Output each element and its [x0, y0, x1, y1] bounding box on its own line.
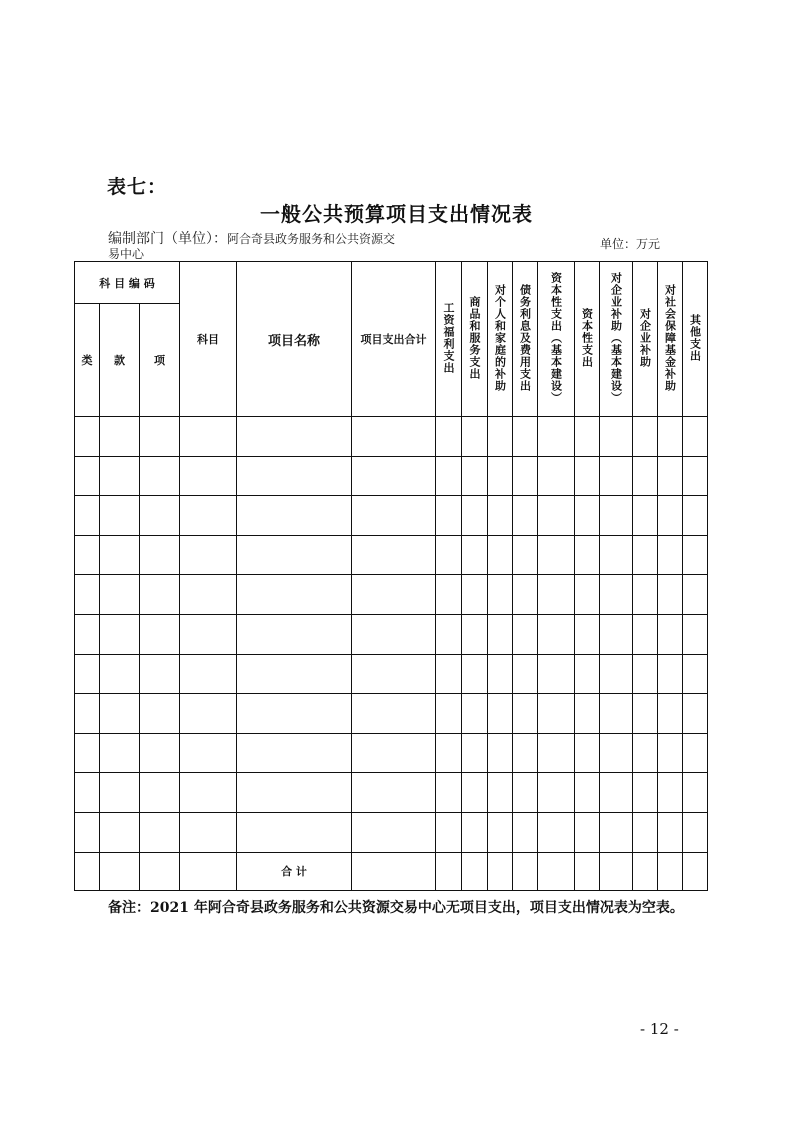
table-cell: [462, 614, 488, 654]
table-cell: [633, 417, 658, 457]
table-cell: [600, 694, 633, 734]
table-cell: [180, 575, 237, 615]
table-cell: [513, 654, 538, 694]
table-cell: [575, 812, 600, 852]
table-cell: [75, 773, 100, 813]
table-cell: [462, 417, 488, 457]
table-cell: [352, 773, 436, 813]
table-cell: [683, 575, 708, 615]
table-cell: [352, 575, 436, 615]
item-header: 项: [140, 304, 180, 417]
table-cell: [352, 535, 436, 575]
table-cell: [75, 694, 100, 734]
table-cell: [100, 575, 140, 615]
table-cell: [575, 575, 600, 615]
table-cell: [683, 733, 708, 773]
table-cell: [140, 417, 180, 457]
table-cell: [658, 614, 683, 654]
table-cell: [237, 773, 352, 813]
table-cell: [436, 417, 462, 457]
table-cell: [658, 535, 683, 575]
table-label: 表七：: [107, 176, 168, 198]
table-cell: [538, 773, 575, 813]
table-cell: [100, 733, 140, 773]
table-cell: [633, 535, 658, 575]
table-cell: [513, 417, 538, 457]
table-cell: [462, 694, 488, 734]
table-cell: [633, 654, 658, 694]
table-cell: [600, 575, 633, 615]
table-cell: [658, 456, 683, 496]
total-label: 合 计: [237, 852, 352, 890]
table-cell: [513, 614, 538, 654]
expense-col-header: 对社会保障基金补助: [663, 283, 677, 392]
table-cell: [633, 812, 658, 852]
expense-col-header: 对企业补助（基本建设）: [609, 271, 623, 404]
table-cell: [462, 575, 488, 615]
table-cell: [180, 417, 237, 457]
table-cell: [575, 654, 600, 694]
table-cell: [140, 456, 180, 496]
table-cell: [488, 694, 513, 734]
table-cell: [140, 535, 180, 575]
table-cell: [436, 654, 462, 694]
table-cell: [575, 773, 600, 813]
table-cell: [237, 694, 352, 734]
table-cell: [488, 456, 513, 496]
table-cell: [100, 654, 140, 694]
table-row: [75, 575, 708, 615]
table-cell: [513, 496, 538, 536]
table-cell: [488, 417, 513, 457]
table-cell: [100, 614, 140, 654]
table-cell: [100, 535, 140, 575]
table-cell: [538, 456, 575, 496]
table-cell: [180, 733, 237, 773]
table-cell: [352, 417, 436, 457]
department-name: 阿合奇县政务服务和公共资源交: [227, 232, 396, 246]
table-cell: [237, 812, 352, 852]
table-cell: [100, 812, 140, 852]
table-cell: [633, 694, 658, 734]
expense-col-header: 商品和服务支出: [468, 295, 482, 380]
subject-code-header: 科 目 编 码: [75, 262, 180, 304]
table-cell: [100, 773, 140, 813]
table-cell: [633, 614, 658, 654]
table-cell: [75, 812, 100, 852]
table-cell: [180, 496, 237, 536]
table-cell: [538, 496, 575, 536]
table-cell: [683, 535, 708, 575]
table-cell: [538, 654, 575, 694]
section-header: 款: [100, 304, 140, 417]
table-cell: [600, 417, 633, 457]
table-cell: [237, 535, 352, 575]
table-cell: [237, 614, 352, 654]
table-cell: [75, 575, 100, 615]
table-cell: [180, 535, 237, 575]
table-cell: [140, 812, 180, 852]
table-cell: [237, 417, 352, 457]
table-cell: [488, 773, 513, 813]
table-cell: [538, 733, 575, 773]
table-cell: [683, 773, 708, 813]
total-row: [75, 852, 708, 890]
table-cell: [237, 575, 352, 615]
table-cell: [237, 733, 352, 773]
table-cell: [237, 456, 352, 496]
table-row: [75, 496, 708, 536]
table-cell: [658, 654, 683, 694]
table-cell: [180, 773, 237, 813]
table-cell: [488, 614, 513, 654]
table-cell: [538, 417, 575, 457]
footnote: 备注：2021 年阿合奇县政务服务和公共资源交易中心无项目支出，项目支出情况表为空表。: [108, 900, 684, 916]
table-cell: [436, 812, 462, 852]
table-cell: [538, 614, 575, 654]
table-cell: [683, 417, 708, 457]
table-cell: [140, 654, 180, 694]
table-cell: [633, 733, 658, 773]
table-cell: [658, 496, 683, 536]
table-cell: [600, 654, 633, 694]
table-cell: [352, 614, 436, 654]
table-cell: [488, 575, 513, 615]
page-title: 一般公共预算项目支出情况表: [260, 202, 533, 226]
table-cell: [600, 773, 633, 813]
table-row: [75, 773, 708, 813]
table-cell: [140, 733, 180, 773]
table-cell: [180, 694, 237, 734]
table-cell: [100, 694, 140, 734]
table-cell: [538, 535, 575, 575]
table-cell: [513, 575, 538, 615]
table-cell: [683, 812, 708, 852]
table-cell: [683, 654, 708, 694]
table-cell: [140, 575, 180, 615]
table-cell: [658, 812, 683, 852]
table-cell: [436, 535, 462, 575]
department-name-cont: 易中心: [108, 247, 145, 261]
table-row: [75, 456, 708, 496]
table-cell: [436, 614, 462, 654]
table-cell: [237, 654, 352, 694]
table-cell: [140, 496, 180, 536]
table-cell: [352, 456, 436, 496]
table-cell: [633, 496, 658, 536]
table-cell: [462, 456, 488, 496]
table-cell: [658, 773, 683, 813]
table-cell: [575, 733, 600, 773]
table-cell: [575, 535, 600, 575]
table-cell: [538, 694, 575, 734]
table-cell: [513, 535, 538, 575]
table-cell: [633, 773, 658, 813]
table-cell: [180, 654, 237, 694]
table-cell: [436, 773, 462, 813]
table-cell: [683, 694, 708, 734]
table-cell: [75, 417, 100, 457]
table-cell: [180, 812, 237, 852]
table-cell: [436, 575, 462, 615]
table-row: [75, 694, 708, 734]
table-cell: [352, 694, 436, 734]
table-cell: [75, 733, 100, 773]
table-cell: [513, 733, 538, 773]
table-cell: [140, 694, 180, 734]
table-cell: [575, 456, 600, 496]
expense-col-header: 资本性支出: [580, 307, 594, 368]
class-header: 类: [75, 304, 100, 417]
table-cell: [575, 614, 600, 654]
table-cell: [683, 456, 708, 496]
table-cell: [600, 535, 633, 575]
table-cell: [575, 496, 600, 536]
table-cell: [513, 456, 538, 496]
table-cell: [633, 456, 658, 496]
table-cell: [75, 496, 100, 536]
subject-header: 科目: [180, 262, 237, 417]
expenditure-table: [74, 261, 708, 891]
expense-col-header: 债务利息及费用支出: [518, 283, 532, 392]
page-number: - 12 -: [640, 1020, 679, 1038]
expense-col-header: 其他支出: [688, 313, 702, 362]
table-cell: [462, 496, 488, 536]
table-row: [75, 812, 708, 852]
table-cell: [658, 417, 683, 457]
table-cell: [488, 496, 513, 536]
department-prefix: 编制部门（单位）：: [108, 231, 227, 247]
table-cell: [538, 575, 575, 615]
table-cell: [462, 733, 488, 773]
table-cell: [683, 614, 708, 654]
table-cell: [462, 812, 488, 852]
expense-col-header: 资本性支出（基本建设）: [549, 271, 563, 404]
table-cell: [633, 575, 658, 615]
table-cell: [140, 773, 180, 813]
table-cell: [100, 496, 140, 536]
project-name-header: 项目名称: [237, 262, 352, 417]
table-cell: [462, 654, 488, 694]
table-cell: [600, 733, 633, 773]
table-cell: [600, 496, 633, 536]
department-label: [108, 228, 395, 248]
table-cell: [513, 812, 538, 852]
table-cell: [75, 614, 100, 654]
table-row: [75, 535, 708, 575]
table-cell: [658, 694, 683, 734]
table-cell: [658, 733, 683, 773]
table-cell: [683, 496, 708, 536]
table-cell: [600, 812, 633, 852]
table-cell: [100, 456, 140, 496]
table-cell: [658, 575, 683, 615]
table-cell: [75, 535, 100, 575]
table-cell: [513, 694, 538, 734]
table-cell: [180, 614, 237, 654]
table-cell: [600, 614, 633, 654]
table-cell: [436, 496, 462, 536]
table-cell: [436, 733, 462, 773]
table-cell: [575, 417, 600, 457]
table-cell: [488, 654, 513, 694]
table-cell: [488, 733, 513, 773]
table-cell: [352, 496, 436, 536]
table-cell: [436, 456, 462, 496]
table-cell: [538, 812, 575, 852]
project-total-header: 项目支出合计: [352, 262, 436, 417]
table-cell: [462, 773, 488, 813]
table-cell: [513, 773, 538, 813]
unit-label: 单位：万元: [600, 237, 661, 251]
table-cell: [488, 535, 513, 575]
table-cell: [237, 496, 352, 536]
table-cell: [352, 654, 436, 694]
table-row: [75, 614, 708, 654]
table-row: [75, 417, 708, 457]
table-cell: [575, 694, 600, 734]
table-cell: [462, 535, 488, 575]
table-cell: [600, 456, 633, 496]
table-cell: [180, 456, 237, 496]
table-cell: [488, 812, 513, 852]
expense-col-header: 对企业补助: [638, 307, 652, 368]
table-row: [75, 654, 708, 694]
table-cell: [75, 654, 100, 694]
table-cell: [75, 456, 100, 496]
table-cell: [100, 417, 140, 457]
expense-col-header: 工资福利支出: [442, 301, 456, 374]
table-cell: [352, 812, 436, 852]
table-cell: [436, 694, 462, 734]
table-row: [75, 733, 708, 773]
table-cell: [140, 614, 180, 654]
expense-col-header: 对个人和家庭的补助: [493, 283, 507, 392]
table-cell: [352, 733, 436, 773]
